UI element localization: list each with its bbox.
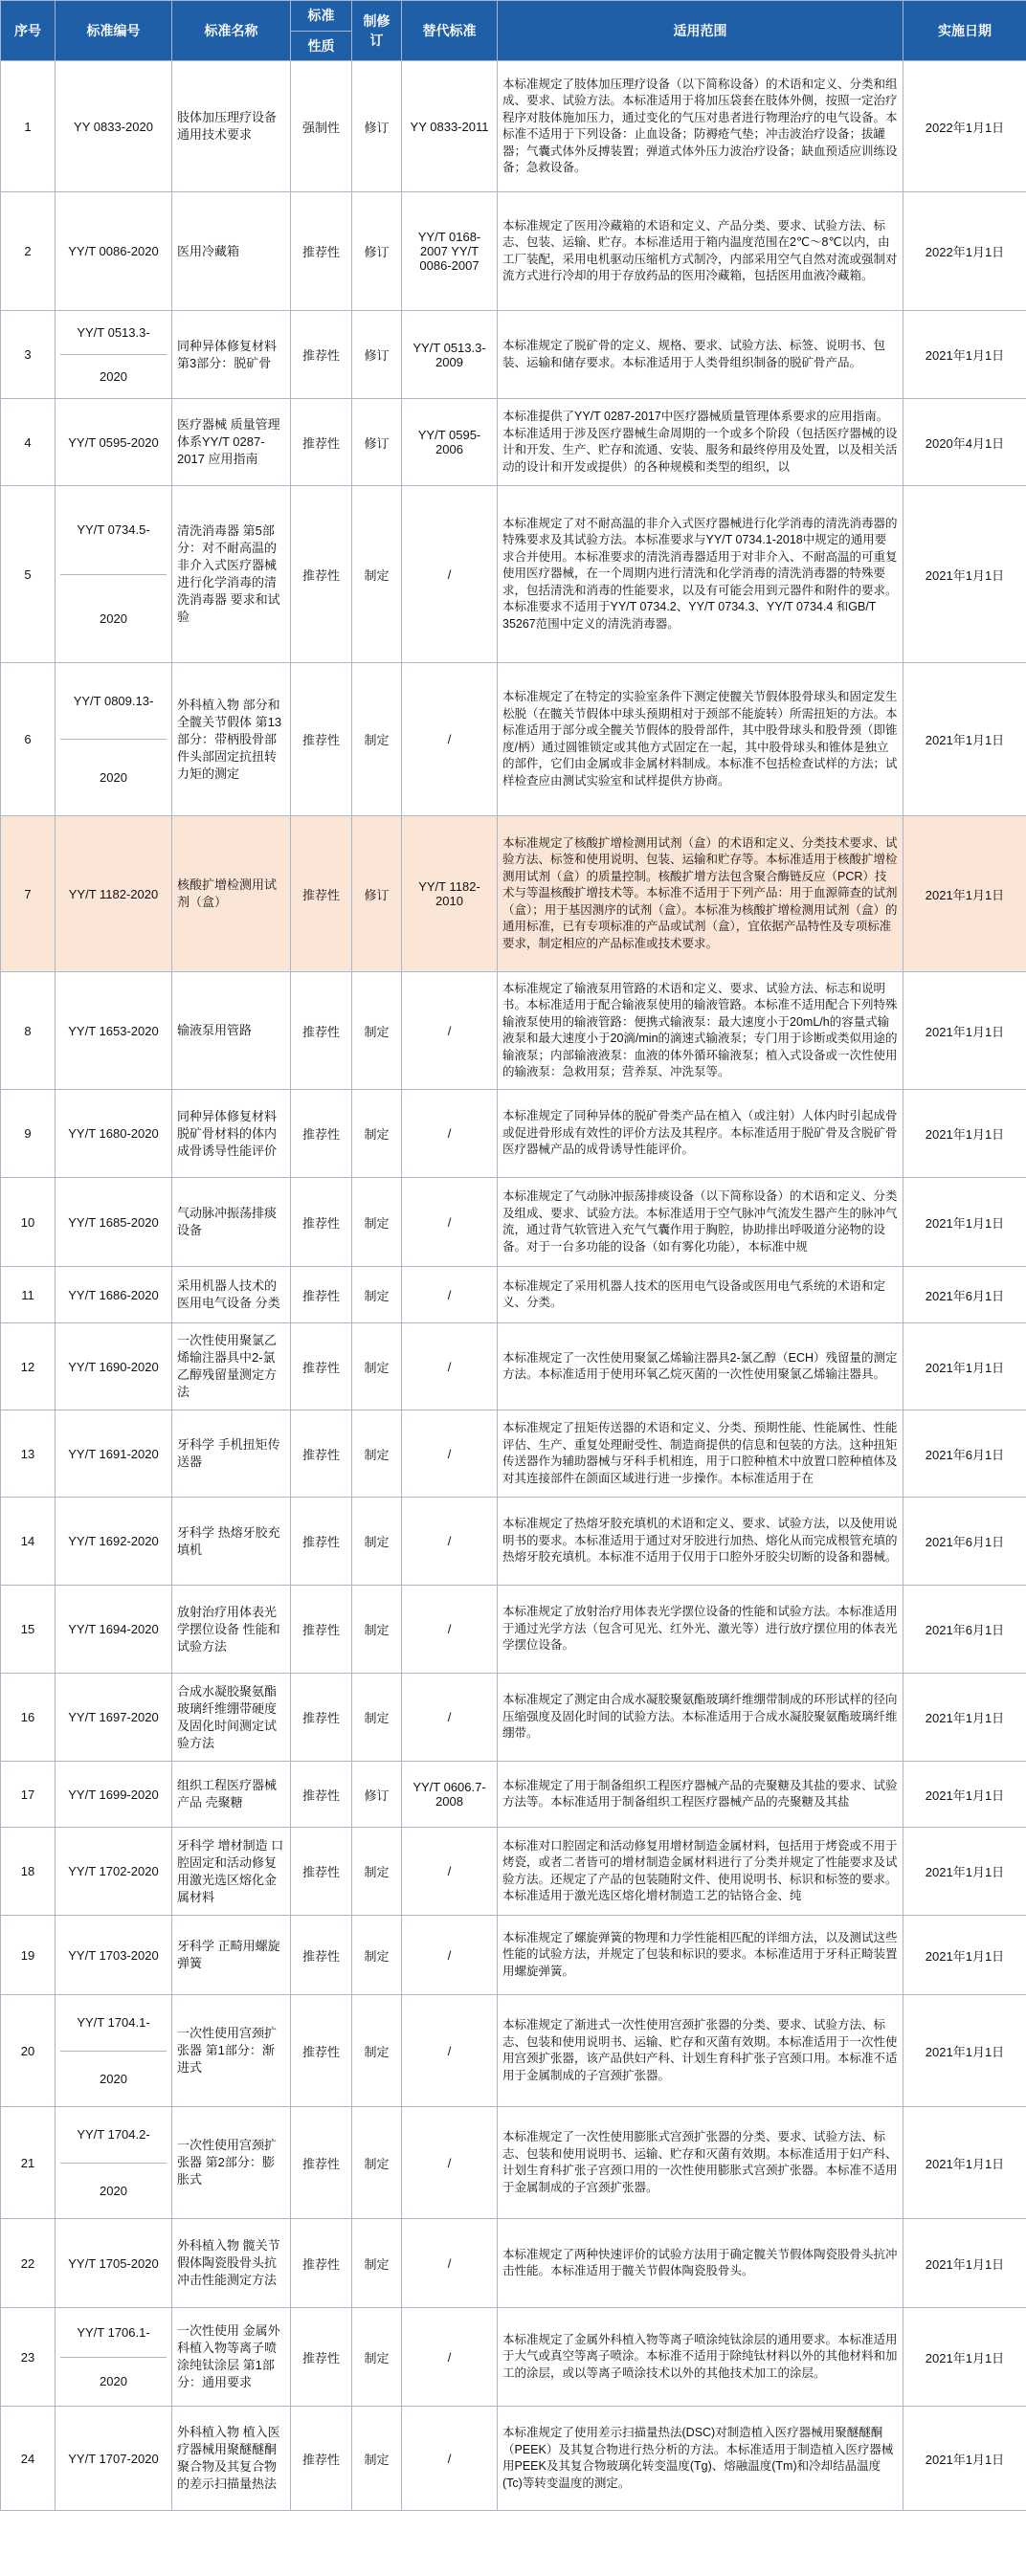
revise-cell: 修订	[352, 1762, 402, 1828]
nature-cell: 推荐性	[291, 1674, 352, 1762]
name-cell: 合成水凝胶聚氨酯玻璃纤维绷带硬度及固化时间测定试验方法	[172, 1674, 291, 1762]
nature-cell: 推荐性	[291, 1323, 352, 1410]
seq-cell: 9	[1, 1090, 56, 1178]
replace-cell: /	[402, 972, 498, 1090]
name-cell: 一次性使用 金属外科植入物等离子喷涂纯钛涂层 第1部分：通用要求	[172, 2308, 291, 2407]
code-cell: YY/T 0595-2020	[56, 399, 172, 486]
table-row	[1, 663, 1026, 816]
code-part-bottom: 2020	[100, 2183, 127, 2198]
nature-cell: 推荐性	[291, 486, 352, 663]
name-cell: 外科植入物 髋关节假体陶瓷股骨头抗冲击性能测定方法	[172, 2219, 291, 2308]
date-cell: 2021年1月1日	[903, 1916, 1026, 1995]
code-cell: YY/T 1690-2020	[56, 1323, 172, 1410]
table-row	[1, 1762, 1026, 1828]
code-cell: YY/T 1699-2020	[56, 1762, 172, 1828]
revise-cell: 制定	[352, 2308, 402, 2407]
nature-cell: 推荐性	[291, 311, 352, 399]
name-cell: 牙科学 正畸用螺旋弹簧	[172, 1916, 291, 1995]
revise-cell: 修订	[352, 61, 402, 192]
table-row	[1, 399, 1026, 486]
scope-cell: 本标准规定了扭矩传送器的术语和定义、分类、预期性能、性能属性、性能评估、生产、重复处理耐受性、制造商提供的信息和包装的方法。这种扭矩传送器作为辅助器械与牙科手机相连，用于口腔种植术中放置口腔种植体及对其连接部件在颌面区域进行进一步操作。本标准适用于在	[498, 1410, 903, 1498]
code-cell: YY 0833-2020	[56, 61, 172, 192]
scope-cell: 本标准规定了采用机器人技术的医用电气设备或医用电气系统的术语和定义、分类。	[498, 1267, 903, 1323]
date-cell: 2021年1月1日	[903, 1674, 1026, 1762]
scope-cell: 本标准提供了YY/T 0287-2017中医疗器械质量管理体系要求的应用指南。本标准适用于涉及医疗器械生命周期的一个或多个阶段（包括医疗器械的设计和开发、生产、贮存和流通、安装、服务和最终停用及处置，以及相关活动的设计和开发或提供）的各种规模和类型的组织，以	[498, 399, 903, 486]
code-cell	[56, 663, 172, 816]
revise-cell: 修订	[352, 399, 402, 486]
date-cell: 2021年1月1日	[903, 1178, 1026, 1267]
replace-cell: /	[402, 1674, 498, 1762]
name-cell: 核酸扩增检测用试剂（盒）	[172, 816, 291, 972]
header-revise: 制修订	[352, 1, 402, 61]
table-row	[1, 1586, 1026, 1674]
name-cell: 气动脉冲振荡排痰设备	[172, 1178, 291, 1267]
seq-cell: 15	[1, 1586, 56, 1674]
name-cell: 牙科学 热熔牙胶充填机	[172, 1498, 291, 1586]
nature-cell: 推荐性	[291, 663, 352, 816]
revise-cell: 制定	[352, 1828, 402, 1916]
table-row	[1, 1267, 1026, 1323]
header-code: 标准编号	[56, 1, 172, 61]
code-cell: YY/T 1703-2020	[56, 1916, 172, 1995]
revise-cell: 制定	[352, 1995, 402, 2107]
date-cell: 2021年1月1日	[903, 1828, 1026, 1916]
scope-cell: 本标准规定了两种快速评价的试验方法用于确定髋关节假体陶瓷股骨头抗冲击性能。本标准适用于髋关节假体陶瓷股骨头。	[498, 2219, 903, 2308]
scope-cell: 本标准规定了脱矿骨的定义、规格、要求、试验方法、标签、说明书、包装、运输和储存要求。本标准适用于人类骨组织制备的脱矿骨产品。	[498, 311, 903, 399]
seq-cell: 7	[1, 816, 56, 972]
nature-cell: 推荐性	[291, 1090, 352, 1178]
seq-cell: 6	[1, 663, 56, 816]
replace-cell: YY 0833-2011	[402, 61, 498, 192]
nature-cell: 推荐性	[291, 2219, 352, 2308]
code-cell: YY/T 1694-2020	[56, 1586, 172, 1674]
replace-cell: YY/T 0168-2007 YY/T 0086-2007	[402, 192, 498, 311]
replace-cell: /	[402, 1916, 498, 1995]
revise-cell: 制定	[352, 1916, 402, 1995]
nature-cell: 推荐性	[291, 1178, 352, 1267]
scope-cell: 本标准规定了核酸扩增检测用试剂（盒）的术语和定义、分类技术要求、试验方法、标签和使用说明、包装、运输和贮存等。本标准适用于核酸扩增检测用试剂（盒）的质量控制。核酸扩增方法包含聚合酶链反应（PCR）技术与等温核酸扩增技术等。本标准不适用于下列产品：用于血源筛查的试剂（盒）；用于基因测序的试剂（盒）。本标准为核酸扩增检测用试剂（盒）的通用标准，已有专项标准的产品或试剂（盒），宜依据产品特性及专项标准要求，制定相应的产品标准或技术要求。	[498, 816, 903, 972]
name-cell: 采用机器人技术的医用电气设备 分类	[172, 1267, 291, 1323]
code-part-bottom: 2020	[100, 369, 127, 384]
nature-cell: 推荐性	[291, 1410, 352, 1498]
date-cell: 2021年1月1日	[903, 663, 1026, 816]
replace-cell: /	[402, 1267, 498, 1323]
table-body	[1, 61, 1026, 2511]
replace-cell: /	[402, 486, 498, 663]
replace-cell: /	[402, 1410, 498, 1498]
table-row	[1, 1674, 1026, 1762]
nature-cell: 强制性	[291, 61, 352, 192]
nature-cell: 推荐性	[291, 1267, 352, 1323]
nature-cell: 推荐性	[291, 816, 352, 972]
name-cell: 牙科学 增材制造 口腔固定和活动修复用激光选区熔化金属材料	[172, 1828, 291, 1916]
seq-cell: 16	[1, 1674, 56, 1762]
replace-cell: /	[402, 663, 498, 816]
name-cell: 放射治疗用体表光学摆位设备 性能和试验方法	[172, 1586, 291, 1674]
code-part-bottom: 2020	[100, 611, 127, 626]
nature-cell: 推荐性	[291, 1586, 352, 1674]
table-row	[1, 1090, 1026, 1178]
table-row	[1, 2407, 1026, 2511]
seq-cell: 19	[1, 1916, 56, 1995]
revise-cell: 制定	[352, 1178, 402, 1267]
header-seq: 序号	[1, 1, 56, 61]
replace-cell: YY/T 0513.3-2009	[402, 311, 498, 399]
scope-cell: 本标准规定了放射治疗用体表光学摆位设备的性能和试验方法。本标准适用于通过光学方法（包含可见光、红外光、激光等）进行放疗摆位用的体表光学摆位设备。	[498, 1586, 903, 1674]
revise-cell: 制定	[352, 1323, 402, 1410]
header-nature	[291, 1, 352, 61]
nature-cell: 推荐性	[291, 1995, 352, 2107]
code-part-top: YY/T 0513.3-	[60, 311, 167, 355]
date-cell: 2021年1月1日	[903, 486, 1026, 663]
date-cell: 2021年6月1日	[903, 1586, 1026, 1674]
replace-cell: YY/T 1182-2010	[402, 816, 498, 972]
seq-cell: 1	[1, 61, 56, 192]
replace-cell: /	[402, 2308, 498, 2407]
scope-cell: 本标准规定了输液泵用管路的术语和定义、要求、试验方法、标志和说明书。本标准适用于配合输液泵使用的输液管路。本标准不适用配合下列特殊输液泵使用的输液管路：便携式输液泵：最大速度小于20mL/h的容量式输液泵和最大速度小于20滴/min的滴速式输液泵；专门用于诊断或类似用途的输液泵；内部输液液泵：血液的体外循环输液泵；植入式设备或一次性使用的输液泵：急救用泵；营养泵、冲洗泵等。	[498, 972, 903, 1090]
nature-cell: 推荐性	[291, 2308, 352, 2407]
table-row	[1, 1828, 1026, 1916]
header-scope: 适用范围	[498, 1, 903, 61]
date-cell: 2021年1月1日	[903, 2107, 1026, 2219]
name-cell: 外科植入物 部分和全髋关节假体 第13部分：带柄股骨部件头部固定抗扭转力矩的测定	[172, 663, 291, 816]
scope-cell: 本标准规定了一次性使用膨胀式宫颈扩张器的分类、要求、试验方法、标志、包装和使用说明书、运输、贮存和灭菌有效期。本标准适用于妇产科、计划生育科扩张子宫颈口用的一次性使用膨胀式宫颈扩张器。本标准不适用于金属制成的子宫颈扩张器。	[498, 2107, 903, 2219]
name-cell: 一次性使用聚氯乙烯输注器具中2-氯乙醇残留量测定方法	[172, 1323, 291, 1410]
date-cell: 2021年6月1日	[903, 1410, 1026, 1498]
revise-cell: 制定	[352, 1674, 402, 1762]
name-cell: 组织工程医疗器械产品 壳聚糖	[172, 1762, 291, 1828]
date-cell: 2021年1月1日	[903, 2308, 1026, 2407]
header-name: 标准名称	[172, 1, 291, 61]
seq-cell: 2	[1, 192, 56, 311]
seq-cell: 20	[1, 1995, 56, 2107]
date-cell: 2021年6月1日	[903, 1498, 1026, 1586]
revise-cell: 修订	[352, 192, 402, 311]
date-cell: 2022年1月1日	[903, 61, 1026, 192]
table-header-row	[1, 1, 1026, 61]
seq-cell: 8	[1, 972, 56, 1090]
table-row	[1, 1995, 1026, 2107]
table-row	[1, 1498, 1026, 1586]
scope-cell: 本标准规定了测定由合成水凝胶聚氨酯玻璃纤维绷带制成的环形试样的径向压缩强度及固化时间的试验方法。本标准适用于合成水凝胶聚氨酯玻璃纤维绷带。	[498, 1674, 903, 1762]
code-part-top: YY/T 0809.13-	[60, 663, 167, 740]
code-cell: YY/T 1653-2020	[56, 972, 172, 1090]
nature-cell: 推荐性	[291, 2107, 352, 2219]
header-nature-bottom: 性质	[307, 38, 335, 54]
seq-cell: 18	[1, 1828, 56, 1916]
table-row	[1, 972, 1026, 1090]
name-cell: 肢体加压理疗设备通用技术要求	[172, 61, 291, 192]
scope-cell: 本标准规定了同种异体的脱矿骨类产品在植入（或注射）人体内时引起成骨或促进骨形成有效性的评价方法及其程序。本标准适用于脱矿骨及含脱矿骨医疗器械产品的成骨诱导性能评价。	[498, 1090, 903, 1178]
table-row	[1, 2107, 1026, 2219]
code-part-top: YY/T 1706.1-	[60, 2308, 167, 2358]
code-cell: YY/T 1685-2020	[56, 1178, 172, 1267]
scope-cell: 本标准规定了气动脉冲振荡排痰设备（以下简称设备）的术语和定义、分类及组成、要求、试验方法。本标准适用于空气脉冲气流发生器产生的脉冲气流，通过背气软管进入充气气囊作用于胸腔，协助排出呼吸道分泌物的设备。对于一台多功能的设备（如有雾化功能），本标准中规	[498, 1178, 903, 1267]
name-cell: 外科植入物 植入医疗器械用聚醚醚酮聚合物及其复合物的差示扫描量热法	[172, 2407, 291, 2511]
revise-cell: 制定	[352, 2407, 402, 2511]
code-cell	[56, 486, 172, 663]
table-row	[1, 192, 1026, 311]
code-part-top: YY/T 1704.2-	[60, 2107, 167, 2164]
seq-cell: 24	[1, 2407, 56, 2511]
table-row	[1, 1410, 1026, 1498]
table-row	[1, 1178, 1026, 1267]
seq-cell: 21	[1, 2107, 56, 2219]
code-cell: YY/T 1182-2020	[56, 816, 172, 972]
table-row	[1, 816, 1026, 972]
replace-cell: /	[402, 2407, 498, 2511]
date-cell: 2021年1月1日	[903, 1762, 1026, 1828]
code-cell	[56, 2308, 172, 2407]
date-cell: 2021年1月1日	[903, 2407, 1026, 2511]
code-cell: YY/T 1680-2020	[56, 1090, 172, 1178]
table-row	[1, 61, 1026, 192]
seq-cell: 23	[1, 2308, 56, 2407]
seq-cell: 10	[1, 1178, 56, 1267]
revise-cell: 制定	[352, 663, 402, 816]
code-cell: YY/T 1686-2020	[56, 1267, 172, 1323]
date-cell: 2020年4月1日	[903, 399, 1026, 486]
replace-cell: /	[402, 1090, 498, 1178]
seq-cell: 3	[1, 311, 56, 399]
table-row	[1, 486, 1026, 663]
revise-cell: 制定	[352, 1586, 402, 1674]
revise-cell: 制定	[352, 1090, 402, 1178]
revise-cell: 制定	[352, 1410, 402, 1498]
name-cell: 一次性使用宫颈扩张器 第2部分：膨胀式	[172, 2107, 291, 2219]
replace-cell: /	[402, 2219, 498, 2308]
revise-cell: 制定	[352, 486, 402, 663]
date-cell: 2021年1月1日	[903, 1090, 1026, 1178]
date-cell: 2021年1月1日	[903, 2219, 1026, 2308]
seq-cell: 13	[1, 1410, 56, 1498]
revise-cell: 修订	[352, 311, 402, 399]
nature-cell: 推荐性	[291, 399, 352, 486]
replace-cell: /	[402, 2107, 498, 2219]
header-nature-top: 标准	[291, 1, 351, 32]
code-cell: YY/T 1702-2020	[56, 1828, 172, 1916]
seq-cell: 5	[1, 486, 56, 663]
revise-cell: 制定	[352, 1498, 402, 1586]
nature-cell: 推荐性	[291, 972, 352, 1090]
code-cell: YY/T 1692-2020	[56, 1498, 172, 1586]
replace-cell: /	[402, 1995, 498, 2107]
name-cell: 同种异体修复材料 第3部分：脱矿骨	[172, 311, 291, 399]
nature-cell: 推荐性	[291, 1498, 352, 1586]
seq-cell: 11	[1, 1267, 56, 1323]
name-cell: 牙科学 手机扭矩传送器	[172, 1410, 291, 1498]
scope-cell: 本标准规定了用于制备组织工程医疗器械产品的壳聚糖及其盐的要求、试验方法等。本标准适用于制备组织工程医疗器械产品的壳聚糖及其盐	[498, 1762, 903, 1828]
table-row	[1, 1323, 1026, 1410]
header-date: 实施日期	[903, 1, 1026, 61]
date-cell: 2021年1月1日	[903, 1323, 1026, 1410]
nature-cell: 推荐性	[291, 1828, 352, 1916]
revise-cell: 制定	[352, 2219, 402, 2308]
replace-cell: /	[402, 1586, 498, 1674]
date-cell: 2021年1月1日	[903, 972, 1026, 1090]
scope-cell: 本标准规定了肢体加压理疗设备（以下简称设备）的术语和定义、分类和组成、要求、试验方法。本标准适用于将加压袋套在肢体外侧，按照一定治疗程序对肢体施加压力，通过变化的气压对患者进行物理治疗的电气设备。本标准不适用于下列设备：止血设备；防褥疮气垫；冲击波治疗设备；拔罐器；气囊式体外反搏装置；弹道式体外压力波治疗设备；缺血预适应训练设备；急救设备。	[498, 61, 903, 192]
code-cell: YY/T 0086-2020	[56, 192, 172, 311]
code-part-top: YY/T 0734.5-	[60, 486, 167, 575]
code-cell	[56, 1995, 172, 2107]
scope-cell: 本标准规定了热熔牙胶充填机的术语和定义、要求、试验方法，以及使用说明书的要求。本标准适用于通过对牙胶进行加热、熔化从而完成根管充填的热熔牙胶充填机。本标准不适用于仅用于口腔外牙胶尖切断的设备和器械。	[498, 1498, 903, 1586]
scope-cell: 本标准规定了医用冷藏箱的术语和定义、产品分类、要求、试验方法、标志、包装、运输、贮存。本标准适用于箱内温度范围在2℃～8℃以内，由工厂装配，采用电机驱动压缩机方式制冷，内部采用空气自然对流或强制对流方式进行冷却的用于存放药品的医用冷藏箱，包括医用血液冷藏箱。	[498, 192, 903, 311]
replace-cell: YY/T 0606.7-2008	[402, 1762, 498, 1828]
code-cell: YY/T 1707-2020	[56, 2407, 172, 2511]
header-replace: 替代标准	[402, 1, 498, 61]
seq-cell: 4	[1, 399, 56, 486]
replace-cell: /	[402, 1323, 498, 1410]
code-part-bottom: 2020	[100, 2071, 127, 2086]
nature-cell: 推荐性	[291, 192, 352, 311]
date-cell: 2021年1月1日	[903, 1995, 1026, 2107]
code-cell	[56, 311, 172, 399]
table-row	[1, 311, 1026, 399]
nature-cell: 推荐性	[291, 1762, 352, 1828]
revise-cell: 制定	[352, 1267, 402, 1323]
code-cell	[56, 2107, 172, 2219]
scope-cell: 本标准规定了对不耐高温的非介入式医疗器械进行化学消毒的清洗消毒器的特殊要求及其试验方法。本标准要求与YY/T 0734.1-2018中规定的通用要求合并使用。本标准要求的清洗消毒器适用于对非介入、不耐高温的可重复使用医疗器械，在一个周期内进行清洗和化学消毒的清洗消毒器的特殊要求，包括清洗和消毒的性能要求，以及有可能会用到元器件和附件的要求。本标准要求不适用于YY/T 0734.2、YY/T 0734.3、YY/T 0734.4 和GB/T 35267范围中定义的清洗消毒器。	[498, 486, 903, 663]
table-row	[1, 1916, 1026, 1995]
table-row	[1, 2308, 1026, 2407]
seq-cell: 17	[1, 1762, 56, 1828]
seq-cell: 12	[1, 1323, 56, 1410]
replace-cell: /	[402, 1828, 498, 1916]
name-cell: 医用冷藏箱	[172, 192, 291, 311]
name-cell: 同种异体修复材料 脱矿骨材料的体内成骨诱导性能评价	[172, 1090, 291, 1178]
code-part-bottom: 2020	[100, 770, 127, 785]
scope-cell: 本标准规定了使用差示扫描量热法(DSC)对制造植入医疗器械用聚醚醚酮（PEEK）及其复合物进行热分析的方法。本标准适用于制造植入医疗器械用PEEK及其复合物玻璃化转变温度(Tg)、熔融温度(Tm)和冷却结晶温度(Tc)等转变温度的测定。	[498, 2407, 903, 2511]
revise-cell: 制定	[352, 2107, 402, 2219]
replace-cell: YY/T 0595-2006	[402, 399, 498, 486]
scope-cell: 本标准规定了一次性使用聚氯乙烯输注器具2-氯乙醇（ECH）残留量的测定方法。本标准适用于使用环氧乙烷灭菌的一次性使用聚氯乙烯输注器具。	[498, 1323, 903, 1410]
scope-cell: 本标准规定了金属外科植入物等离子喷涂纯钛涂层的通用要求。本标准适用于大气或真空等离子喷涂。本标准不适用于除纯钛材料以外的其他材料和加工的涂层，或以等离子喷涂技术以外的其他技术加工的涂层。	[498, 2308, 903, 2407]
nature-cell: 推荐性	[291, 2407, 352, 2511]
name-cell: 输液泵用管路	[172, 972, 291, 1090]
code-part-bottom: 2020	[100, 2374, 127, 2389]
revise-cell: 制定	[352, 972, 402, 1090]
nature-cell: 推荐性	[291, 1916, 352, 1995]
code-cell: YY/T 1705-2020	[56, 2219, 172, 2308]
scope-cell: 本标准规定了在特定的实验室条件下测定使髋关节假体股骨球头和固定发生松脱（在髋关节假体中球头预期相对于颈部不能旋转）所需扭矩的方法。本标准适用于部分或全髋关节假体的股骨部件，其中股骨球头和股骨颈（即锥度/柄）通过圆锥锁定或其他方式固定在一起，其中股骨球头和锥体是独立的部件，它们由金属或非金属材料制成。本标准不包括检查试样的方法；试样检查应由测试实验室和试样提供方协商。	[498, 663, 903, 816]
date-cell: 2022年1月1日	[903, 192, 1026, 311]
name-cell: 医疗器械 质量管理体系YY/T 0287-2017 应用指南	[172, 399, 291, 486]
seq-cell: 14	[1, 1498, 56, 1586]
table-row	[1, 2219, 1026, 2308]
scope-cell: 本标准对口腔固定和活动修复用增材制造金属材料，包括用于烤瓷或不用于烤瓷，或者二者皆可的增材制造金属材料进行了分类并规定了性能要求及试验方法。还规定了产品的包装随附文件、使用说明书、标识和标签的要求。本标准适用于激光选区熔化增材制造工艺的钴铬合金、纯	[498, 1828, 903, 1916]
code-part-top: YY/T 1704.1-	[60, 1995, 167, 2052]
name-cell: 清洗消毒器 第5部分：对不耐高温的非介入式医疗器械进行化学消毒的清洗消毒器 要求和试验	[172, 486, 291, 663]
date-cell: 2021年1月1日	[903, 311, 1026, 399]
revise-cell: 修订	[352, 816, 402, 972]
date-cell: 2021年1月1日	[903, 816, 1026, 972]
replace-cell: /	[402, 1498, 498, 1586]
scope-cell: 本标准规定了螺旋弹簧的物理和力学性能相匹配的详细方法，以及测试这些性能的试验方法，并规定了包装和标识的要求。本标准适用于牙科正畸装置用螺旋弹簧。	[498, 1916, 903, 1995]
date-cell: 2021年6月1日	[903, 1267, 1026, 1323]
replace-cell: /	[402, 1178, 498, 1267]
scope-cell: 本标准规定了渐进式一次性使用宫颈扩张器的分类、要求、试验方法、标志、包装和使用说明书、运输、贮存和灭菌有效期。本标准适用于一次性使用宫颈扩张器，该产品供妇产科、计划生育科扩张子宫颈口用。本标准不适用于金属制成的子宫颈扩张器。	[498, 1995, 903, 2107]
name-cell: 一次性使用宫颈扩张器 第1部分：渐进式	[172, 1995, 291, 2107]
code-cell: YY/T 1691-2020	[56, 1410, 172, 1498]
code-cell: YY/T 1697-2020	[56, 1674, 172, 1762]
seq-cell: 22	[1, 2219, 56, 2308]
